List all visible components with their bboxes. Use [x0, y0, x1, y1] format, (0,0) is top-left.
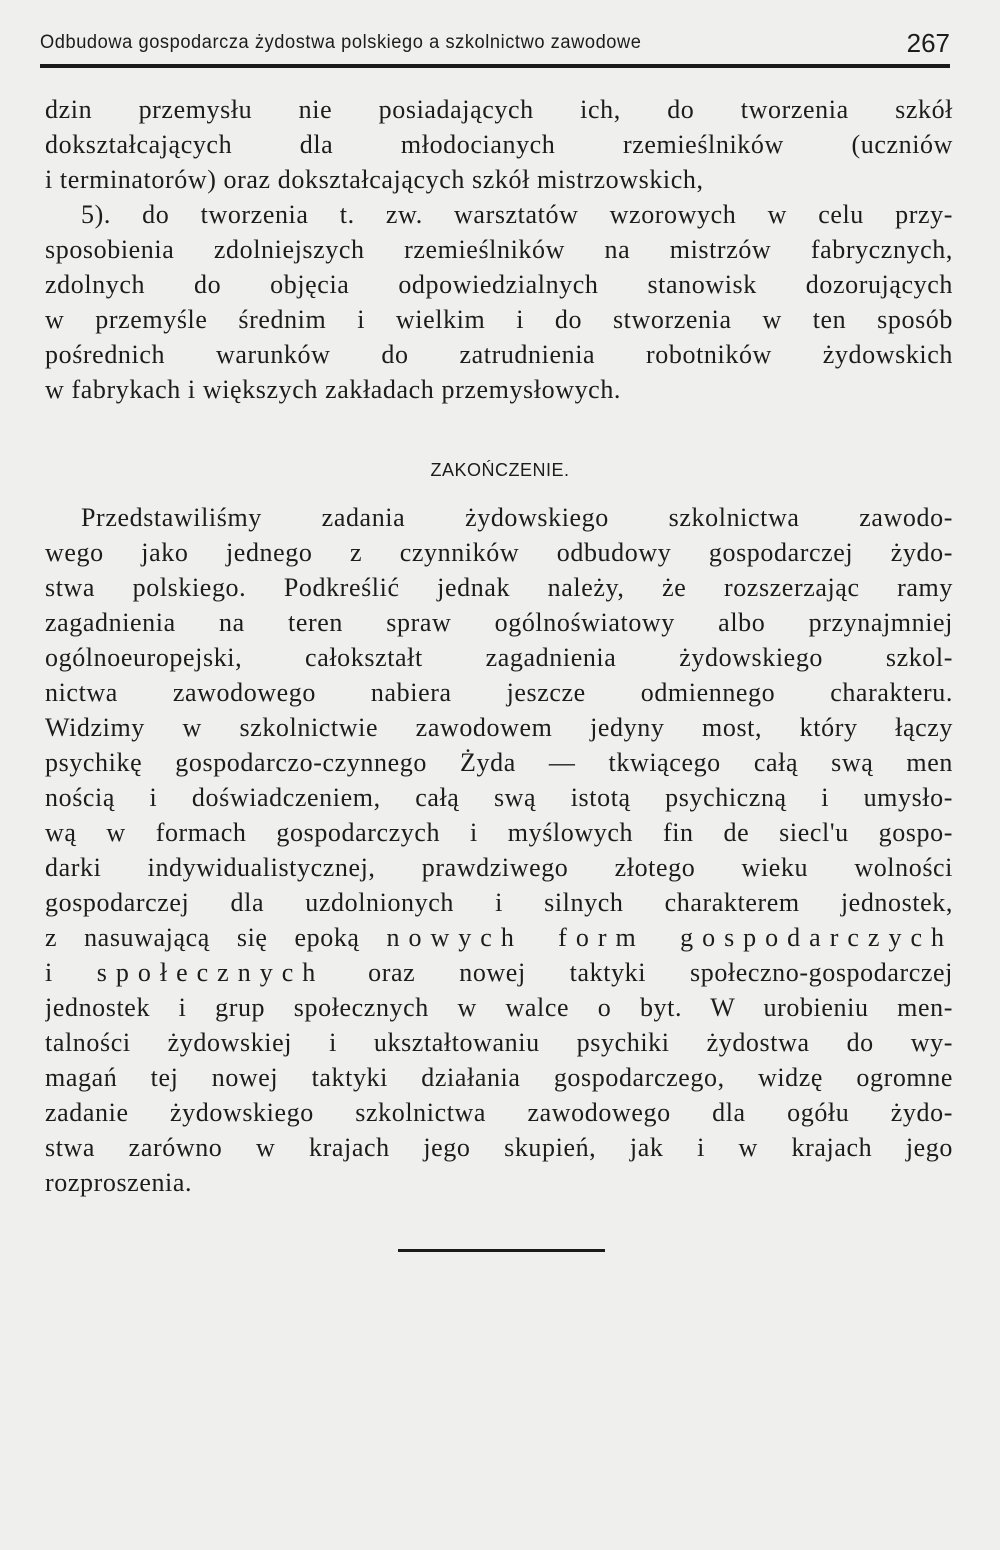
- text-segment: stwa zarówno w krajach jego skupień, jak i w krajach jego: [45, 1133, 953, 1162]
- text-line: [45, 162, 953, 197]
- text-segment: psychikę gospodarczo-czynnego Żyda — tkwiącego całą swą men: [45, 748, 953, 777]
- text-segment: z nasuwającą się epoką: [45, 923, 387, 952]
- text-line: [45, 232, 953, 267]
- running-title: Odbudowa gospodarcza żydostwa polskiego a szkolnictwo zawodowe: [40, 32, 642, 53]
- text-segment: nością i doświadczeniem, całą swą istotą psychiczną i umysło-: [45, 783, 953, 812]
- text-line: [45, 197, 953, 232]
- text-line: [45, 570, 953, 605]
- section-heading: ZAKOŃCZENIE.: [430, 460, 570, 480]
- text-line: [45, 1060, 953, 1095]
- text-segment: jednostek i grup społecznych w walce o byt. W urobieniu men-: [45, 993, 953, 1022]
- text-line: [45, 1025, 953, 1060]
- text-line: [45, 1130, 953, 1165]
- text-line: [45, 302, 953, 337]
- text-segment: w fabrykach i większych zakładach przemysłowych.: [45, 375, 622, 404]
- text-segment: sposobienia zdolniejszych rzemieślników na mistrzów fabrycznych,: [45, 235, 953, 264]
- text-line: [45, 640, 953, 675]
- text-line: [45, 127, 953, 162]
- text-line: [45, 1095, 953, 1130]
- text-line: [45, 92, 953, 127]
- text-line: [45, 267, 953, 302]
- end-rule: [398, 1249, 605, 1252]
- text-line: [45, 885, 953, 920]
- text-segment: zagadnienia na teren spraw ogólnoświatowy albo przynajmniej: [45, 608, 953, 637]
- text-line: [45, 780, 953, 815]
- text-segment: gospodarczej dla uzdolnionych i silnych charakterem jednostek,: [45, 888, 953, 917]
- text-line: [45, 337, 953, 372]
- text-line: [45, 955, 953, 990]
- text-segment: zadanie żydowskiego szkolnictwa zawodowego dla ogółu żydo-: [45, 1098, 953, 1127]
- header-rule: [40, 64, 950, 68]
- text-segment: i terminatorów) oraz dokształcających szkół mistrzowskich,: [45, 165, 704, 194]
- text-line: [45, 500, 953, 535]
- text-line: [45, 1165, 953, 1200]
- text-segment: talności żydowskiej i ukształtowaniu psychiki żydostwa do wy-: [45, 1028, 953, 1057]
- text-line: [45, 920, 953, 955]
- text-segment: Widzimy w szkolnictwie zawodowem jedyny most, który łączy: [45, 713, 953, 742]
- spaced-emphasis: społecznych: [96, 958, 325, 987]
- page-number: 267: [906, 28, 950, 58]
- text-segment: stwa polskiego. Podkreślić jednak należy, że rozszerzając ramy: [45, 573, 953, 602]
- text-segment: oraz nowej taktyki społeczno-gospodarczej: [324, 958, 953, 987]
- text-line: [45, 850, 953, 885]
- text-segment: wego jako jednego z czynników odbudowy gospodarczej żydo-: [45, 538, 953, 567]
- text-segment: dokształcających dla młodocianych rzemieślników (uczniów: [45, 130, 953, 159]
- text-line: [45, 675, 953, 710]
- text-line: [45, 990, 953, 1025]
- text-segment: i: [45, 958, 97, 987]
- text-segment: nictwa zawodowego nabiera jeszcze odmiennego charakteru.: [45, 678, 953, 707]
- spaced-emphasis: nowych form gospodarczych: [386, 923, 953, 952]
- text-segment: 5). do tworzenia t. zw. warsztatów wzorowych w celu przy-: [81, 200, 953, 229]
- text-line: [45, 535, 953, 570]
- text-segment: magań tej nowej taktyki działania gospodarczego, widzę ogromne: [45, 1063, 953, 1092]
- text-line: [45, 815, 953, 850]
- text-segment: pośrednich warunków do zatrudnienia robotników żydowskich: [45, 340, 953, 369]
- text-segment: dzin przemysłu nie posiadających ich, do tworzenia szkół: [45, 95, 953, 124]
- text-segment: rozproszenia.: [45, 1168, 193, 1197]
- text-segment: darki indywidualistycznej, prawdziwego złotego wieku wolności: [45, 853, 953, 882]
- paragraph-continued: [45, 92, 953, 407]
- text-line: [45, 710, 953, 745]
- text-segment: zdolnych do objęcia odpowiedzialnych stanowisk dozorujących: [45, 270, 953, 299]
- text-line: [45, 745, 953, 780]
- text-segment: w przemyśle średnim i wielkim i do stworzenia w ten sposób: [45, 305, 953, 334]
- text-segment: ogólnoeuropejski, całokształt zagadnienia żydowskiego szkol-: [45, 643, 953, 672]
- text-segment: wą w formach gospodarczych i myślowych fin de siecl'u gospo-: [45, 818, 953, 847]
- paragraph-conclusion: [45, 500, 953, 1200]
- text-segment: Przedstawiliśmy zadania żydowskiego szkolnictwa zawodo-: [81, 503, 953, 532]
- text-line: [45, 372, 953, 407]
- running-header: [40, 30, 950, 60]
- text-line: [45, 605, 953, 640]
